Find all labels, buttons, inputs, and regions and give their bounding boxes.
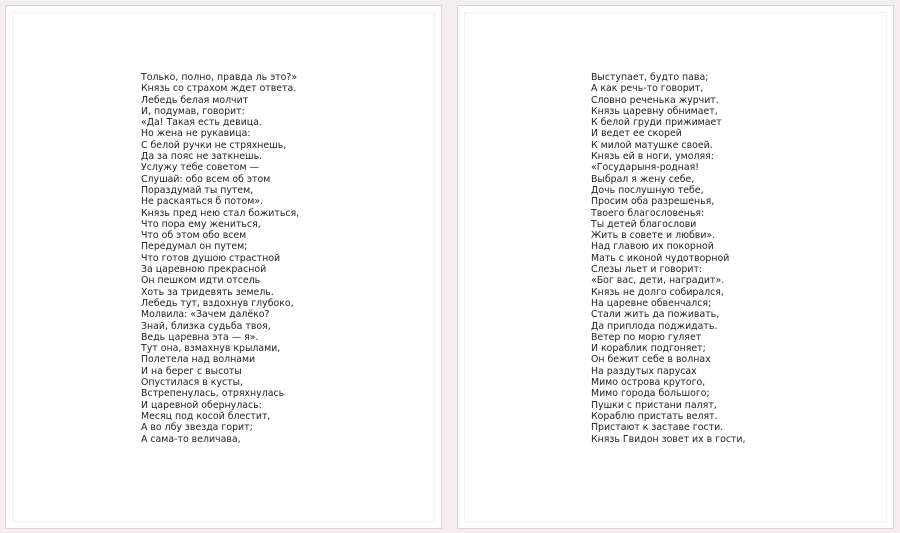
verse-line: Пораздумай ты путем,	[141, 184, 254, 196]
verse-line: Пушки с пристани палят,	[591, 399, 717, 411]
page-right	[457, 5, 894, 529]
verse-line: Только, полно, правда ль это?»	[141, 72, 298, 83]
verse-line: Тут она, взмахнув крылами,	[141, 343, 281, 355]
page-left	[5, 5, 442, 529]
verse-line: Знай, близка судьба твоя,	[141, 320, 271, 332]
verse-line: Да приплода поджидать.	[591, 320, 718, 332]
verse-line: К милой матушке своей.	[591, 139, 713, 151]
verse-line: Князь царевну обнимает,	[591, 105, 718, 117]
verse-line: Князь пред нею стал божиться,	[141, 207, 300, 219]
verse-line: Ветер по морю гуляет	[591, 331, 702, 343]
verse-line: Опустилася в кусты,	[141, 377, 243, 389]
verse-line: Он пешком идти отсель	[141, 275, 261, 287]
verse-line: Над главою их покорной	[591, 241, 714, 253]
verse-line: Но жена не рукавица:	[141, 128, 251, 140]
verse-line: И кораблик подгоняет;	[591, 343, 706, 355]
verse-line: Мимо города большого;	[591, 388, 710, 400]
verse-line: Ты детей благослови	[591, 218, 697, 230]
verse-line: С белой ручки не стряхнешь,	[141, 139, 287, 151]
verse-line: Кораблю пристать велят.	[591, 410, 718, 422]
verse-line: И царевной обернулась:	[141, 399, 262, 411]
verse-line: Князь не долго собирался,	[591, 286, 724, 298]
verse-line: Да за пояс не заткнешь.	[141, 151, 263, 163]
verse-line: А сама-то величава,	[141, 433, 241, 445]
verse-line: Мать с иконой чудотворной	[591, 252, 730, 264]
verse-line: Лебедь тут, вздохнув глубоко,	[141, 297, 294, 309]
verse-line: Выступает, будто пава;	[591, 72, 709, 83]
verse-line: «Да! Такая есть девица.	[141, 117, 262, 129]
verse-line: На раздутых парусах	[591, 365, 697, 377]
verse-line: Встрепенулась, отряхнулась	[141, 388, 285, 400]
verse-line: Твоего благословенья:	[591, 207, 705, 219]
verse-line: Мимо острова крутого,	[591, 377, 706, 389]
verse-line: Пристают к заставе гости.	[591, 422, 724, 434]
verse-line: Передумал он путем;	[141, 241, 248, 253]
verse-line: Выбрал я жену себе,	[591, 173, 695, 185]
verse-line: На царевне обвенчался;	[591, 297, 712, 309]
verse-line: Словно реченька журчит.	[591, 94, 719, 106]
verse-line: Слезы льет и говорит:	[591, 264, 703, 276]
verse-line: И, подумав, говорит:	[141, 105, 245, 117]
verse-line: Стали жить да поживать,	[591, 309, 720, 321]
verse-line: Просим оба разрешенья,	[591, 196, 715, 208]
verse-line: «Бог вас, дети, наградит».	[591, 275, 725, 287]
verse-line: Полетела над волнами	[141, 354, 256, 366]
verse-line: Месяц под косой блестит,	[141, 410, 271, 422]
verse-line: Князь со страхом ждет ответа.	[141, 83, 297, 95]
verse-line: Хоть за тридевять земель.	[141, 286, 274, 298]
verse-line: Он бежит себе в волнах	[591, 354, 711, 366]
verse-line: Ведь царевна эта — я».	[141, 331, 259, 343]
verse-line: «Государыня-родная!	[591, 162, 700, 174]
verse-line: Слушай: обо всем об этом	[141, 173, 271, 185]
verse-block	[591, 72, 746, 445]
verse-line: Молвила: «Зачем далёко?	[141, 309, 270, 321]
verse-line: Жить в совете и любви».	[591, 230, 716, 242]
verse-line: А как речь-то говорит,	[591, 83, 704, 95]
verse-line: Дочь послушную тебе,	[591, 184, 704, 196]
verse-line: А во лбу звезда горит;	[141, 422, 253, 434]
verse-line: Не раскаяться б потом».	[141, 196, 264, 208]
verse-line: И ведет ее скорей	[591, 128, 682, 140]
verse-line: Что пора ему жениться,	[141, 218, 261, 230]
verse-line: Что готов душою страстной	[141, 252, 281, 264]
verse-line: За царевною прекрасной	[141, 264, 267, 276]
verse-line: Услужу тебе советом —	[141, 162, 259, 174]
verse-line: Что об этом обо всем	[141, 230, 247, 242]
verse-line: Князь ей в ноги, умоляя:	[591, 151, 714, 163]
verse-line: Лебедь белая молчит	[141, 94, 249, 106]
verse-block	[141, 72, 299, 445]
verse-line: И на берег с высоты	[141, 365, 242, 377]
verse-line: Князь Гвидон зовет их в гости,	[591, 433, 746, 445]
verse-line: К белой груди прижимает	[591, 117, 722, 129]
